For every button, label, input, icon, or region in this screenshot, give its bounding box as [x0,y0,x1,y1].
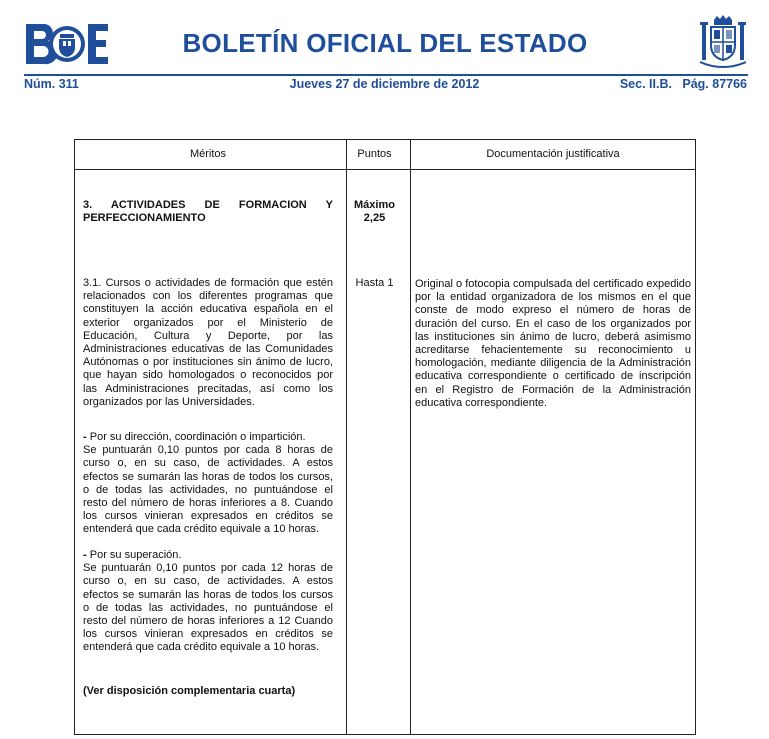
column-divider [346,140,347,734]
item-documentation: Original o fotocopia compulsada del certificado expedido por la entidad organizadora de los mismos en el que conste de modo expreso el número de horas de duración del curso. En el caso de los organizados por las instituciones sin ánimo de lucro, deberá asimismo acreditarse fehacientemente su reconocimiento u homologación, mediante diligencia de la Administración educativa correspondiente o certificado de inscripción en el Registro de Formación de la Administración educativa correspondiente. [415,278,691,409]
superation-text: Se puntuarán 0,10 puntos por cada 12 horas de curso o, en su caso, de actividades. A estos efectos se sumarán las horas de todos los cursos o de todas las actividades, no puntuándose el resto del número de horas inferiores a 12 Cuando los cursos vinieran expresados en créditos se entenderá que cada crédito equivale a 10 horas. [83,562,333,654]
item-description: 3.1. Cursos o actividades de formación que estén relacionados con los diferentes programas que constituyen la acción educativa española en el exterior organizados por el Ministerio de Educación, Cultura y Deporte, por las Administraciones educativas de las Comunidades Autónomas o por instituciones sin ánimo de lucro, que hayan sido homologados o reconocidos por las Administraciones precitadas, así como los organizados por las Universidades. [83,277,333,408]
complementary-note: (Ver disposición complementaria cuarta) [83,685,296,697]
boe-logo [24,20,110,68]
superation-block [83,549,333,655]
issue-date: Jueves 27 de diciembre de 2012 [289,77,480,91]
section-title: 3. ACTIVIDADES DE FORMACION Y PERFECCIONAMIENTO [83,199,333,225]
column-divider [410,140,411,734]
section-page: Sec. II.B. Pág. 87766 [619,77,747,91]
header-rule [24,74,748,76]
header-meritos: Méritos [189,148,227,160]
direction-block [83,431,333,537]
header-puntos: Puntos [357,148,392,160]
header-divider [75,169,695,170]
superation-heading: - Por su superación. [83,549,182,561]
coat-of-arms-icon [700,14,746,72]
page-title: BOLETÍN OFICIAL DEL ESTADO [182,28,588,58]
section-points [341,199,408,225]
merits-table [74,139,696,735]
direction-text: Se puntuarán 0,10 puntos por cada 8 horas de curso o, en su caso, de actividades. A estos efectos se sumarán las horas de todos los cursos, o de todas las actividades, no puntuándose el resto del número de horas inferiores a 8. Cuando los cursos vinieran expresados en créditos se entenderá que cada crédito equivale a 10 horas. [83,444,333,536]
page-header [0,0,769,100]
section-points-label: Máximo [354,199,395,211]
section-points-value: 2,25 [363,212,386,225]
item-points: Hasta 1 [355,277,394,289]
direction-heading: - Por su dirección, coordinación o impartición. [83,431,306,443]
header-documentacion: Documentación justificativa [486,148,620,160]
issue-number: Núm. 311 [24,77,79,91]
